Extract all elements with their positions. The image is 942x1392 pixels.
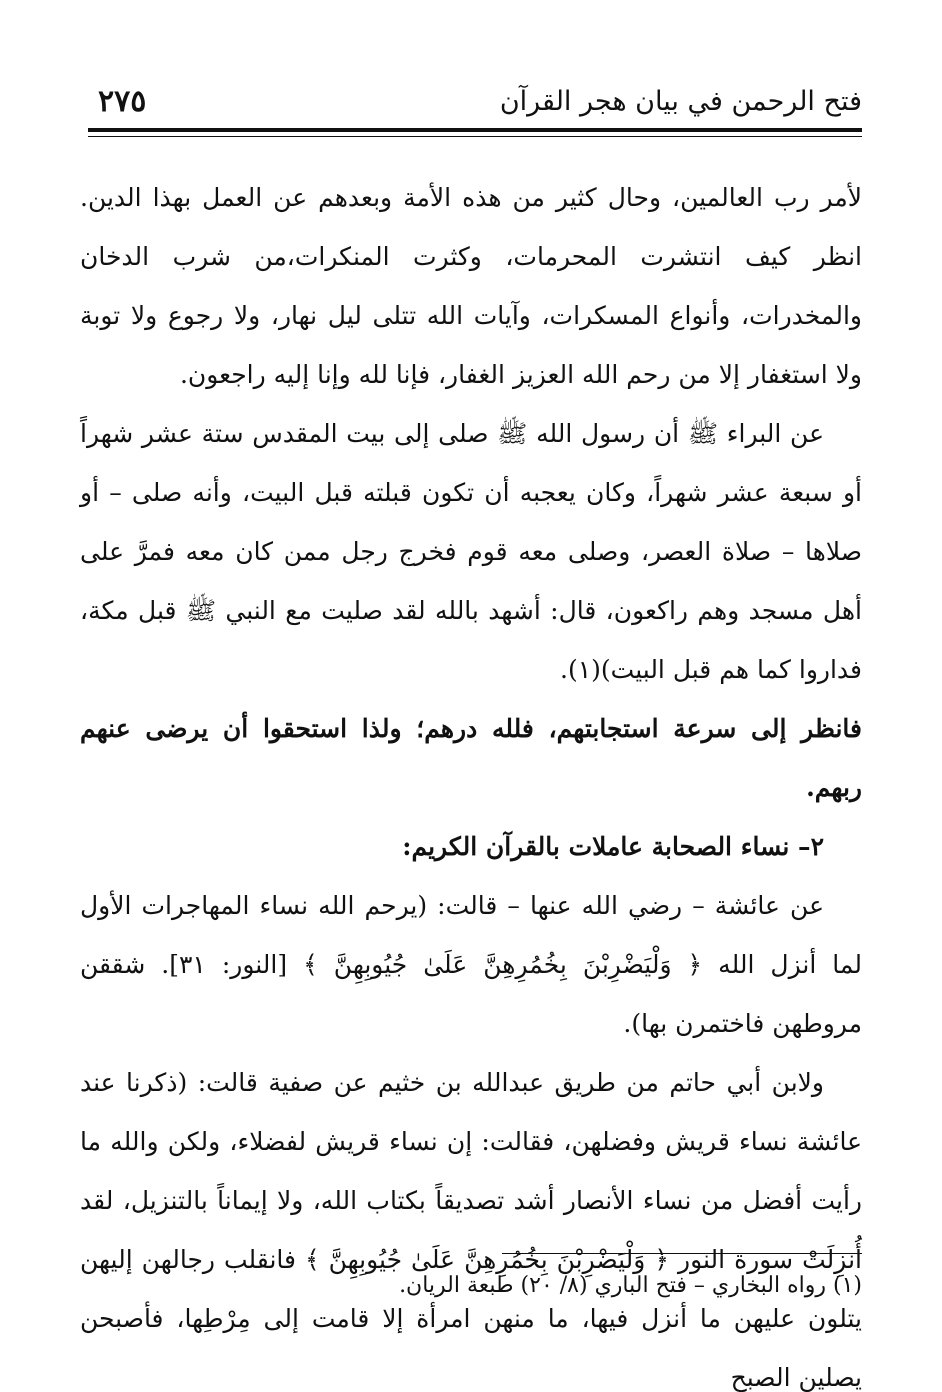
header-rule-thick [88,128,862,132]
footnote: (١) رواه البخاري – فتح الباري (٨/ ٢٠) طبعة الريان. [399,1273,862,1298]
paragraph-hadith-aisha: عن عائشة – رضي الله عنها – قالت: (يرحم الله نساء المهاجرات الأول لما أنزل الله ﴿ وَلْيَضْرِبْنَ بِخُمُرِهِنَّ عَلَىٰ جُيُوبِهِنَّ ﴾ [النور: ٣١]. شققن مروطهن فاختمرن بها). [80,891,862,1038]
paragraph-intro: لأمر رب العالمين، وحال كثير من هذه الأمة وبعدهم عن العمل بهذا الدين. انظر كيف انتشرت المحرمات، وكثرت المنكرات،من شرب الدخان والمخدرات، وأنواع المسكرات، وآيات الله تتلى ليل نهار، ولا رجوع ولا توبة ولا استغفار إلا من رحم الله العزيز الغفار، فإنا لله وإنا إليه راجعون. [80,183,862,389]
page-number: ٢٧٥ [98,84,147,119]
body-text [80,168,862,1392]
running-title: فتح الرحمن في بيان هجر القرآن [499,86,862,117]
footnote-rule [502,1253,862,1254]
paragraph-emphasis: فانظر إلى سرعة استجابتهم، فلله درهم؛ ولذا استحقوا أن يرضى عنهم ربهم. [80,714,862,802]
paragraph-hadith-baraa: عن البراء ﷺ أن رسول الله ﷺ صلى إلى بيت المقدس ستة عشر شهراً أو سبعة عشر شهراً، وكان يعجبه أن تكون قبلته قبل البيت، وأنه صلى – أو صلاها – صلاة العصر، وصلى معه قوم فخرج رجل ممن كان معه فمرَّ على أهل مسجد وهم راكعون، قال: أشهد بالله لقد صليت مع النبي ﷺ قبل مكة، فداروا كما هم قبل البيت)(١). [80,419,863,684]
page-header [88,78,862,126]
section-heading: ٢– نساء الصحابة عاملات بالقرآن الكريم: [402,832,824,861]
header-rule-thin [88,136,862,137]
paragraph-ibn-abi-hatim: ولابن أبي حاتم من طريق عبدالله بن خثيم عن صفية قالت: (ذكرنا عند عائشة نساء قريش وفضلهن، فقالت: إن نساء قريش لفضلاء، ولكن والله ما رأيت أفضل من نساء الأنصار أشد تصديقاً بكتاب الله، ولا إيماناً بالتنزيل، لقد أُنزِلَتْ سورة النور ﴿ وَلْيَضْرِبْنَ بِخُمُرِهِنَّ عَلَىٰ جُيُوبِهِنَّ ﴾ فانقلب رجالهن إليهن يتلون عليهن ما أنزل فيها، ما منهن امرأة إلا قامت إلى مِرْطِها، فأصبحن يصلين الصبح [80,1068,862,1392]
